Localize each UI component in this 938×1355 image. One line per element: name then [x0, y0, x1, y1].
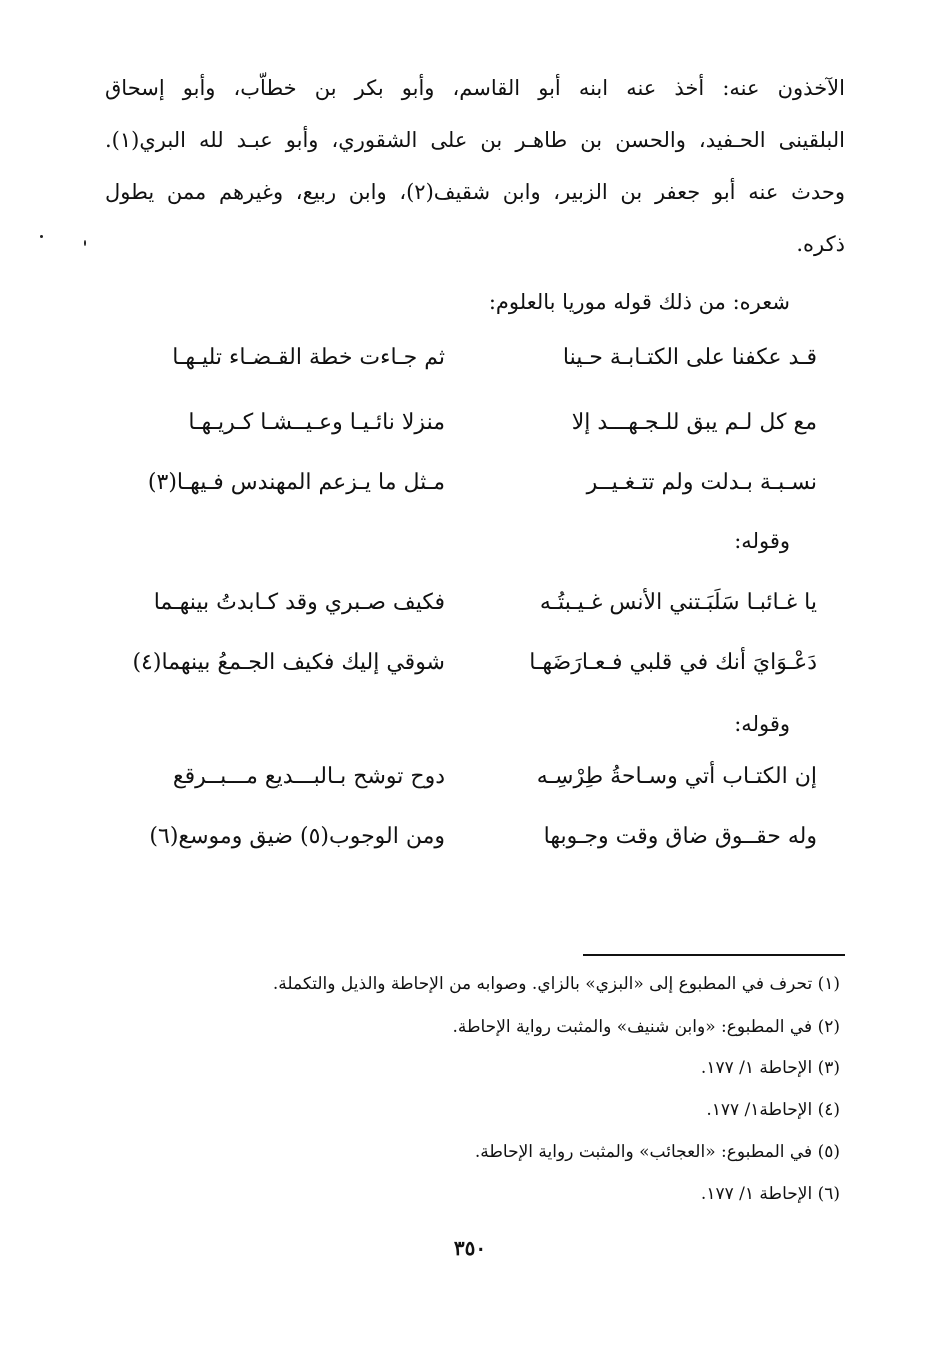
verse-line	[100, 458, 845, 508]
verse-second-hemistich: منزلا نائـيـا وعـيــشـا كـريـهـا	[188, 410, 445, 435]
paragraph-transmitters	[105, 62, 845, 270]
page-number: ٣٥٠	[453, 1236, 487, 1260]
paragraph-line: وحدث عنه أبو جعفر بن الزبير، وابن شقيف(٢)، وابن ربيع، وغيرهم ممن يطول	[105, 180, 845, 204]
scan-speck	[40, 235, 43, 238]
verse-line	[100, 333, 845, 383]
paragraph-line: البلقينى الحـفيد، والحسن بن طاهـر بن على الشقوري، وأبو عبـد لله البري(١).	[105, 128, 845, 152]
verse-first-hemistich: إن الكتـاب أتي وسـاحةُ طِرْسِـه	[536, 764, 817, 789]
poetry-intro-heading: شعره: من ذلك قوله موريا بالعلوم:	[488, 290, 790, 314]
verse-first-hemistich: مع كل لـم يبق للـجـهـــد إلا	[571, 410, 817, 435]
verse-second-hemistich: ثم جـاءت خطة القـضـاء تليـهـا	[172, 345, 445, 370]
footnote-4: (٤) الإحاطة١/ ١٧٧.	[706, 1100, 840, 1120]
footnote-5: (٥) في المطبوع: «العجائب» والمثبت رواية الإحاطة.	[474, 1142, 840, 1162]
verse-line	[100, 752, 845, 802]
verse-first-hemistich: وله حقــوق ضاق وقت وجـوبها	[543, 824, 817, 849]
footnote-6: (٦) الإحاطة ١/ ١٧٧.	[700, 1184, 840, 1204]
verse-second-hemistich: دوح توشح بـالبـــديع مـــبــرقع	[172, 764, 445, 789]
verse-second-hemistich: فكيف صـبري وقد كـابدتُ بينهـما	[153, 590, 445, 615]
paragraph-line: الآخذون عنه: أخذ عنه ابنه أبو القاسم، وأبو بكر بن خطاّب، وأبو إسحاق	[105, 76, 845, 100]
verse-line	[100, 398, 845, 448]
saying-heading: وقوله:	[734, 529, 790, 553]
verse-second-hemistich: ومن الوجوب(٥) ضيق وموسع(٦)	[149, 824, 445, 849]
verse-first-hemistich: يا غـائبـا سَلَبَـتني الأنس غـيـبتُـه	[539, 590, 817, 615]
verse-second-hemistich: شوقي إليك فكيف الجـمعُ بينهما(٤)	[132, 650, 445, 675]
verse-line	[100, 578, 845, 628]
verse-first-hemistich: قـد عكفنا على الكتـابـة حـينا	[562, 345, 817, 370]
footnote-1: (١) تحرف في المطبوع إلى «البزي» بالزاي. وصوابه من الإحاطة والذيل والتكملة.	[272, 974, 840, 994]
footnote-3: (٣) الإحاطة ١/ ١٧٧.	[700, 1058, 840, 1078]
scan-speck	[84, 240, 86, 246]
footnote-2: (٢) في المطبوع: «وابن شنيف» والمثبت رواية الإحاطة.	[452, 1017, 840, 1037]
paragraph-line: ذكره.	[796, 232, 845, 256]
footnote-separator	[583, 954, 845, 956]
verse-line	[100, 638, 845, 688]
saying-heading: وقوله:	[734, 712, 790, 736]
verse-second-hemistich: مـثل ما يـزعم المهندس فـيهـا(٣)	[147, 470, 445, 495]
verse-first-hemistich: دَعْـوَايَ أنك في قلبي فـعـارَضَهـا	[529, 650, 817, 675]
verse-line	[100, 812, 845, 862]
verse-first-hemistich: نسـبـة بـدلت ولم تتـغـيــر	[586, 470, 817, 495]
